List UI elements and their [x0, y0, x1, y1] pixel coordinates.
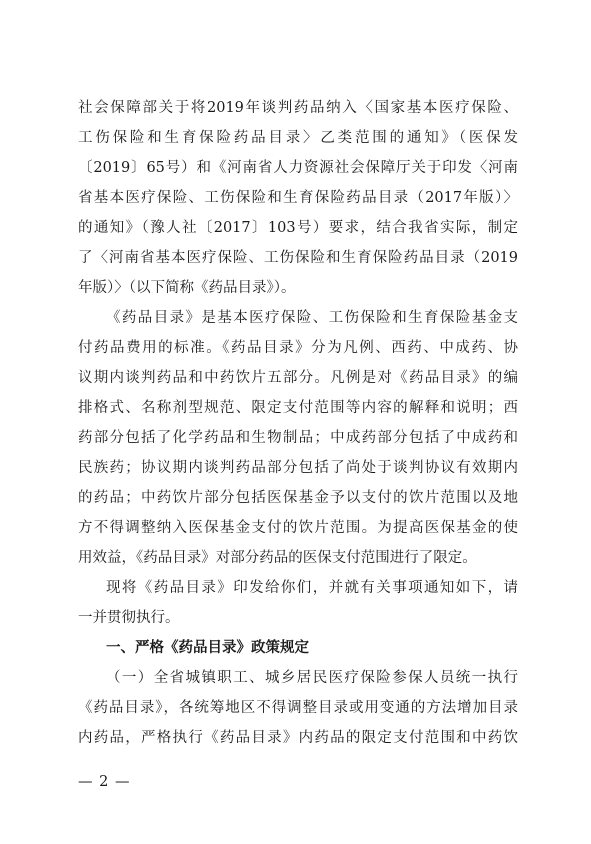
paragraph-2-line-1: 《药品目录》是基本医疗保险、工伤保险和生育保险基金支: [106, 310, 518, 326]
paragraph-4-line-1: （一）全省城镇职工、城乡居民医疗保险参保人员统一执行: [106, 670, 518, 686]
paragraph-3-line-1: 现将《药品目录》印发给你们，并就有关事项通知如下，请: [106, 580, 518, 596]
paragraph-1-line-6: 了〈河南省基本医疗保险、工伤保险和生育保险药品目录（2019: [78, 250, 518, 266]
paragraph-2-line-4: 排格式、名称剂型规范、限定支付范围等内容的解释和说明；西: [78, 400, 518, 416]
paragraph-1-line-3: 〔2019〕65号）和《河南省人力资源社会保障厅关于印发〈河南: [78, 160, 518, 176]
paragraph-2-line-2: 付药品费用的标准。《药品目录》分为凡例、西药、中成药、协: [78, 340, 518, 356]
page-number: — 2 —: [78, 774, 131, 790]
paragraph-2-line-5: 药部分包括了化学药品和生物制品；中成药部分包括了中成药和: [78, 430, 518, 446]
paragraph-4-line-2: 《药品目录》，各统筹地区不得调整目录或用变通的方法增加目录: [78, 700, 518, 716]
paragraph-4-line-3: 内药品，严格执行《药品目录》内药品的限定支付范围和中药饮: [78, 730, 518, 746]
paragraph-2-line-6: 民族药；协议期内谈判药品部分包括了尚处于谈判协议有效期内: [78, 460, 518, 476]
paragraph-2-line-3: 议期内谈判药品和中药饮片五部分。凡例是对《药品目录》的编: [78, 370, 518, 386]
paragraph-2-line-9: 用效益，《药品目录》对部分药品的医保支付范围进行了限定。: [78, 550, 477, 566]
paragraph-1-line-4: 省基本医疗保险、工伤保险和生育保险药品目录（2017年版）〉: [78, 190, 518, 206]
paragraph-2-line-8: 方不得调整纳入医保基金支付的饮片范围。为提高医保基金的使: [78, 520, 518, 536]
paragraph-3-line-2: 一并贯彻执行。: [78, 610, 180, 626]
section-heading: 一、严格《药品目录》政策规定: [106, 640, 309, 656]
paragraph-1-line-1: 社会保障部关于将2019年谈判药品纳入〈国家基本医疗保险、: [78, 100, 518, 116]
paragraph-1-line-7: 年版）〉（以下简称《药品目录》）。: [78, 280, 296, 296]
paragraph-1-line-2: 工伤保险和生育保险药品目录〉乙类范围的通知》（医保发: [78, 130, 518, 146]
paragraph-1-line-5: 的通知》（豫人社〔2017〕103号）要求，结合我省实际，制定: [78, 220, 518, 236]
paragraph-2-line-7: 的药品；中药饮片部分包括医保基金予以支付的饮片范围以及地: [78, 490, 518, 506]
